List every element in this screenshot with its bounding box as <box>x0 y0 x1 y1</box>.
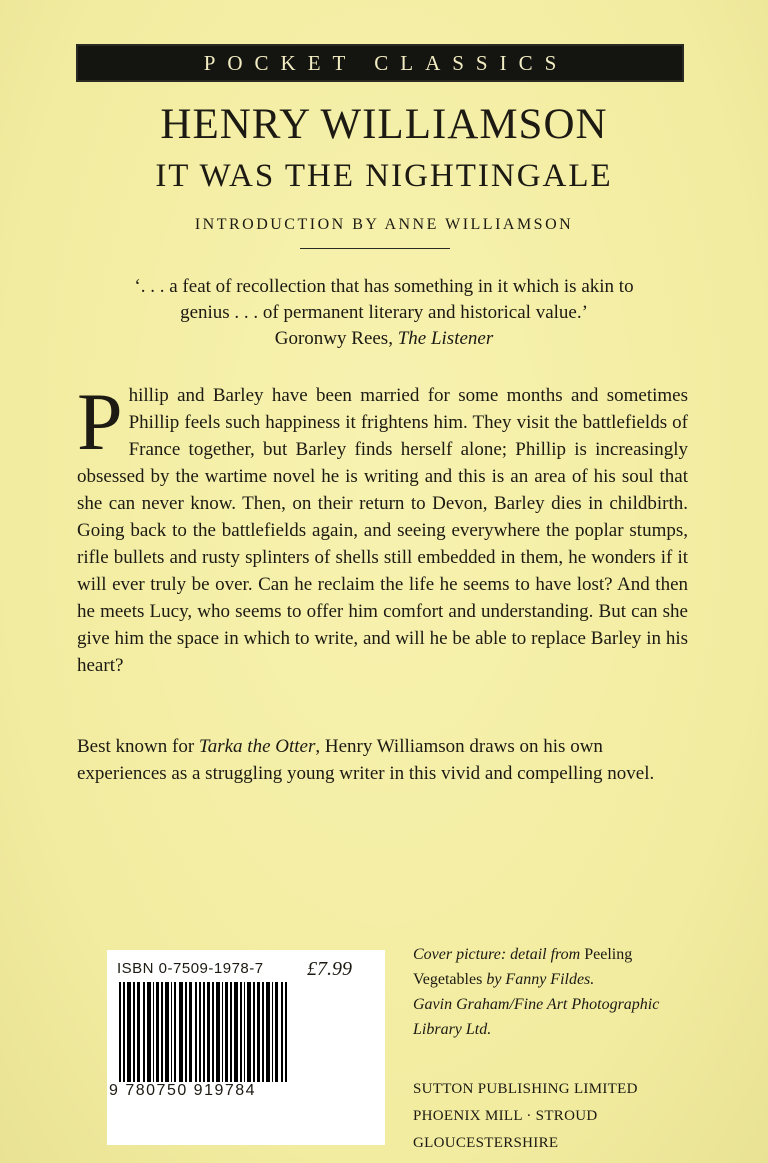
cover-credit-e: Gavin Graham/Fine Art Photographic <box>413 996 660 1013</box>
publisher-line-3: GLOUCESTERSHIRE <box>413 1135 559 1151</box>
book-title: IT WAS THE NIGHTINGALE <box>155 158 613 194</box>
synopsis-text: hillip and Barley have been married for some months and sometimes Phillip feels such happiness it frightens him. They visit the battlefields of France together, but Barley finds herself alone; Phillip is increasingly obsessed by the wartime novel he is writing and this is an area of his soul that she can never know. Then, on their return to Devon, Barley dies in childbirth. Going back to the battlefields again, and seeing everywhere the poplar stumps, rifle bullets and rusty splinters of shells still embedded in them, he wonders if it will ever truly be over. Can he reclaim the life he seems to have lost? And then he meets Lucy, who seems to offer him comfort and understanding. But can she give him the space in which to write, and will he be able to replace Barley in his heart? <box>77 385 688 676</box>
author-name: HENRY WILLIAMSON <box>160 101 608 148</box>
cover-credit-d: by Fanny Fildes. <box>482 971 595 988</box>
series-banner <box>76 44 684 82</box>
cover-credit <box>413 942 713 1042</box>
barcode-number: 9 780750 919784 <box>107 1082 299 1100</box>
quote-source-publication: The Listener <box>397 328 494 349</box>
publisher-line-2: PHOENIX MILL · STROUD <box>413 1108 598 1124</box>
series-label: POCKET CLASSICS <box>203 50 569 75</box>
author-note-before: Best known for <box>77 736 199 757</box>
publisher-info <box>413 1076 713 1157</box>
review-quote <box>60 274 708 352</box>
cover-credit-f: Library Ltd. <box>413 1021 492 1038</box>
publisher-line-1: SUTTON PUBLISHING LIMITED <box>413 1081 638 1097</box>
quote-source-name: Goronwy Rees, <box>274 328 398 349</box>
quote-line-2: genius . . . of permanent literary and historical value.’ <box>180 302 588 323</box>
barcode-icon <box>117 982 287 1094</box>
cover-credit-a: Cover picture: detail from <box>413 946 581 963</box>
price: £7.99 <box>307 958 352 980</box>
isbn: ISBN 0-7509-1978-7 <box>117 960 264 977</box>
introduction-credit: INTRODUCTION BY ANNE WILLIAMSON <box>194 216 574 233</box>
quote-source <box>60 326 708 352</box>
drop-cap: P <box>77 376 123 467</box>
synopsis <box>77 376 688 679</box>
author-note-after: , Henry Williamson draws on his own experiences as a struggling young writer in this vivid and compelling novel. <box>77 736 655 784</box>
author-note-book: Tarka the Otter <box>198 736 316 757</box>
barcode-panel <box>107 950 385 1145</box>
author-note <box>77 733 688 787</box>
divider <box>300 248 450 249</box>
cover-credit-c: Vegetables <box>413 971 483 988</box>
cover-credit-b: Peeling <box>580 946 633 963</box>
quote-line-1: ‘. . . a feat of recollection that has something in it which is akin to <box>134 276 634 297</box>
